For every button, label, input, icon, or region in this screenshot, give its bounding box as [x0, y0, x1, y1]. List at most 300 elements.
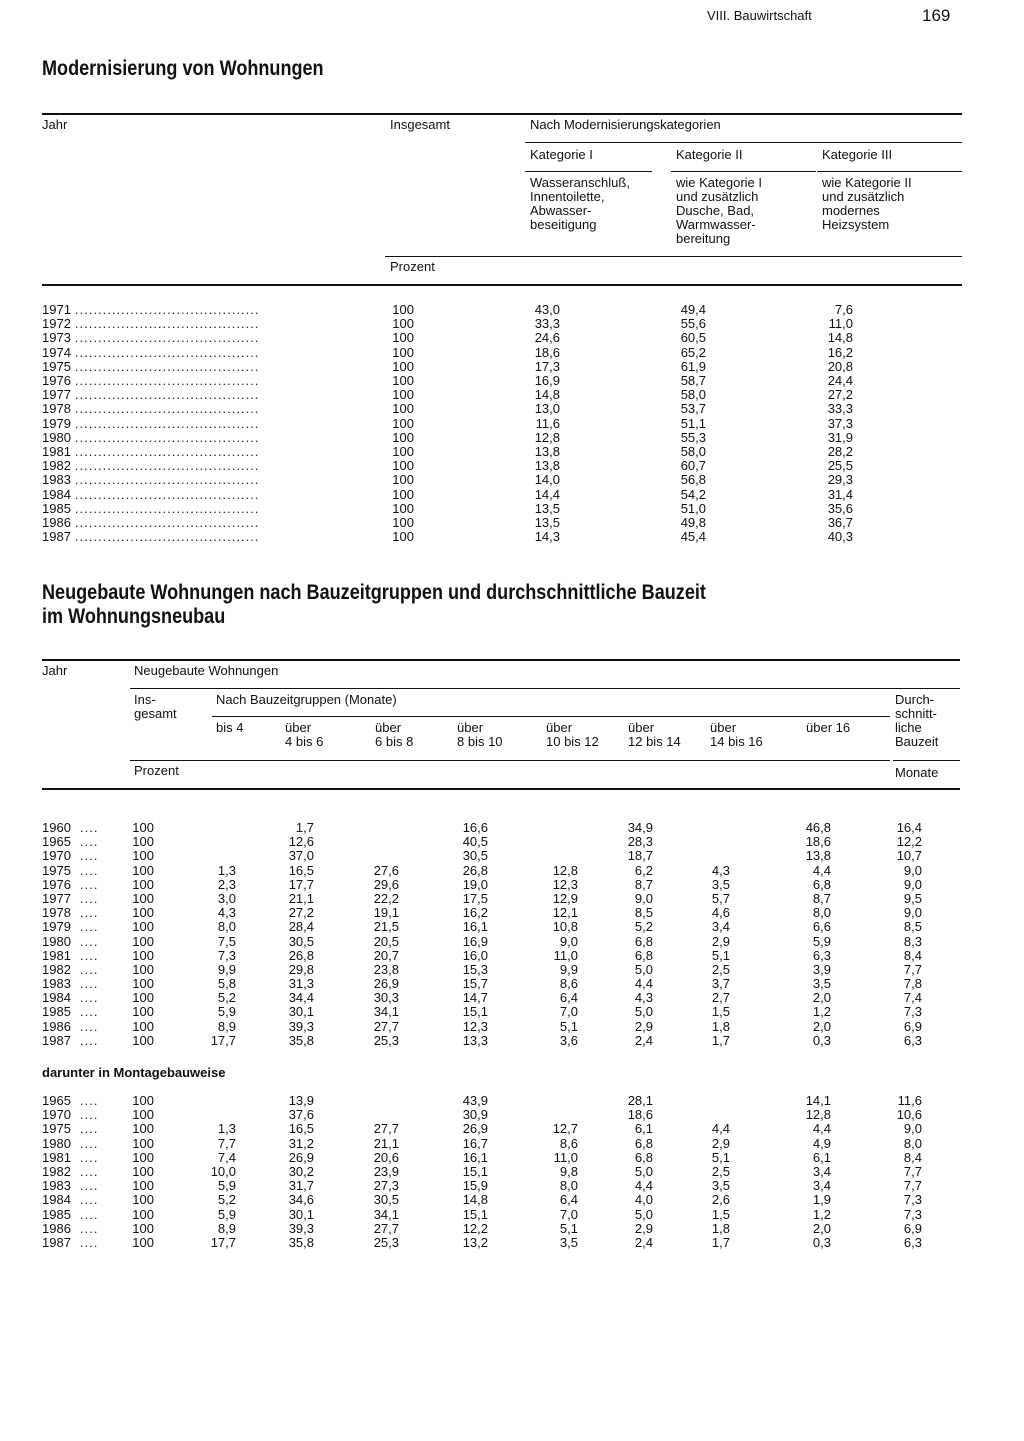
t2-cell-g8: 1,9: [812, 1192, 831, 1208]
t2-cell-g8: 4,9: [812, 1135, 831, 1151]
t1-year: 1972: [42, 316, 71, 332]
t2-table-row: [0, 920, 1024, 934]
t1-cell-k2: 45,4: [680, 529, 706, 545]
t2-cell-g7: 3,4: [711, 919, 730, 935]
t2-cell-g8: 46,8: [805, 820, 831, 835]
t2-cell-g6: 6,8: [634, 1135, 653, 1151]
t2-table-row: [0, 835, 1024, 849]
t2-cell-g3: 34,1: [373, 1004, 399, 1020]
t2-cell-g6: 4,3: [634, 990, 653, 1006]
t2-cell-g3: 27,6: [373, 862, 399, 878]
t2-cell-g1: 7,4: [217, 1149, 236, 1165]
t1-cell-total: 100: [392, 358, 414, 374]
t2-col-group: Neugebaute Wohnungen: [134, 663, 279, 678]
t1-year-row: [42, 402, 367, 416]
t1-leader-dots: ........................................: [74, 459, 260, 474]
t2-cell-g5: 12,3: [552, 876, 578, 892]
t2-cell-g3: 21,1: [373, 1135, 399, 1151]
t1-col-group: Nach Modernisierungskategorien: [530, 117, 721, 132]
t2-cell-g5: 8,0: [559, 1178, 578, 1194]
t2-cell-g1: 10,0: [210, 1163, 236, 1179]
t1-cat1-column: [510, 303, 560, 544]
t1-cell-k2: 49,8: [680, 515, 706, 531]
t2-cell-t: 100: [132, 1234, 154, 1250]
t1-year: 1975: [42, 358, 71, 374]
t2-cell-g6: 6,8: [634, 933, 653, 949]
t2-cell-g8: 0,3: [812, 1032, 831, 1048]
t2-table-row: [0, 1094, 1024, 1108]
t2-cell-t: 100: [132, 1206, 154, 1222]
t2-cell-g3: 19,1: [373, 905, 399, 921]
t2-cell-g4: 17,5: [462, 890, 488, 906]
t2-leader-dots: ....: [80, 905, 99, 921]
t2-cell-avg: 6,9: [903, 1220, 922, 1236]
t1-year: 1981: [42, 444, 71, 460]
t2-cell-g4: 16,0: [462, 947, 488, 963]
t1-cell-k2: 60,7: [680, 458, 706, 474]
t2-cell-g3: 30,3: [373, 990, 399, 1006]
t2-table-row: [0, 864, 1024, 878]
t2-cell-g5: 9,8: [559, 1163, 578, 1179]
t2-cell-g8: 1,2: [812, 1206, 831, 1222]
t2-cell-g1: 4,3: [217, 905, 236, 921]
t2-cell-g7: 1,5: [711, 1004, 730, 1020]
t1-cell-k3: 31,4: [827, 486, 853, 502]
t2-cell-g2: 34,4: [288, 990, 314, 1006]
t2-leader-dots: ....: [80, 1163, 99, 1179]
t2-unit-left: Prozent: [134, 763, 179, 778]
t1-cat2: Kategorie II: [676, 147, 743, 162]
t2-cell-t: 100: [132, 919, 154, 935]
t2-cell-g2: 26,8: [288, 947, 314, 963]
t1-year-row: [42, 459, 367, 473]
t2-cell-t: 100: [132, 1178, 154, 1194]
t2-table-row: [0, 878, 1024, 892]
t2-cell-g1: 17,7: [210, 1234, 236, 1250]
t2-cell-g3: 27,3: [373, 1178, 399, 1194]
t2-cell-g8: 18,6: [805, 834, 831, 850]
t2-table-row: [0, 1236, 1024, 1250]
t1-year: 1976: [42, 373, 71, 389]
t1-total-column: [372, 303, 414, 544]
t2-col-sub: Nach Bauzeitgruppen (Monate): [216, 692, 397, 707]
t1-year-row: [42, 488, 367, 502]
t1-year: 1974: [42, 344, 71, 360]
t2-cell-g1: 8,0: [217, 919, 236, 935]
t1-year-row: [42, 417, 367, 431]
t1-year-row: [42, 331, 367, 345]
t2-cell-avg: 10,7: [896, 848, 922, 864]
t2-cell-t: 100: [132, 890, 154, 906]
t2-cell-g7: 2,6: [711, 1192, 730, 1208]
t2-cell-g2: 37,6: [288, 1107, 314, 1123]
t2-cell-g8: 6,1: [812, 1149, 831, 1165]
t2-table-row: [0, 1137, 1024, 1151]
t2-cell-g2: 39,3: [288, 1018, 314, 1034]
t1-leader-dots: ........................................: [74, 416, 260, 431]
t2-cell-t: 100: [132, 848, 154, 864]
t1-leader-dots: ........................................: [74, 374, 260, 389]
t2-cell-g7: 2,5: [711, 961, 730, 977]
t2-cell-g4: 12,3: [462, 1018, 488, 1034]
t2-year: 1978: [42, 905, 71, 921]
t1-leader-dots: ........................................: [74, 359, 260, 374]
t2-cell-g3: 23,9: [373, 1163, 399, 1179]
t2-cell-g4: 15,9: [462, 1178, 488, 1194]
t1-cell-total: 100: [392, 330, 414, 346]
t2-cell-t: 100: [132, 961, 154, 977]
t2-cell-g2: 31,7: [288, 1178, 314, 1194]
t2-leader-dots: ....: [80, 1220, 99, 1236]
t2-leader-dots: ....: [80, 1004, 99, 1020]
t2-table-row: [0, 949, 1024, 963]
t2-year: 1984: [42, 990, 71, 1006]
t2-cell-avg: 10,6: [896, 1107, 922, 1123]
t2-cell-g4: 15,1: [462, 1206, 488, 1222]
t2-table-row: [0, 991, 1024, 1005]
t1-year: 1977: [42, 387, 71, 403]
t2-cell-avg: 7,3: [903, 1206, 922, 1222]
t2-cell-t: 100: [132, 1093, 154, 1108]
t2-cell-g4: 13,3: [462, 1032, 488, 1048]
t2-cell-g3: 29,6: [373, 876, 399, 892]
t2-cell-g3: 21,5: [373, 919, 399, 935]
t2-table-row: [0, 1208, 1024, 1222]
t1-cell-total: 100: [392, 387, 414, 403]
t2-table-row: [0, 1005, 1024, 1019]
t2-cell-g8: 2,0: [812, 1018, 831, 1034]
t1-year: 1980: [42, 429, 71, 445]
t2-cell-g5: 3,6: [559, 1032, 578, 1048]
t1-leader-dots: ........................................: [74, 388, 260, 403]
t2-cell-avg: 6,3: [903, 1234, 922, 1250]
t2-cell-g4: 15,7: [462, 976, 488, 992]
t2-group-10-12: über 10 bis 12: [546, 720, 599, 749]
t1-cell-k2: 58,0: [680, 387, 706, 403]
t1-cat2-rule: [671, 171, 816, 172]
t1-cell-k3: 37,3: [827, 415, 853, 431]
t2-cell-g7: 5,1: [711, 1149, 730, 1165]
t2-cell-g6: 28,3: [627, 834, 653, 850]
t2-cell-g2: 16,5: [288, 1121, 314, 1137]
t1-cat3: Kategorie III: [822, 147, 893, 162]
t2-leader-dots: ....: [80, 834, 99, 850]
t2-cell-t: 100: [132, 876, 154, 892]
t2-cell-g8: 8,7: [812, 890, 831, 906]
t2-cell-g2: 30,1: [288, 1004, 314, 1020]
t1-cat1-desc: Wasseranschluß, Innentoilette, Abwasser- beseitigung: [530, 175, 630, 232]
t2-cell-g4: 26,8: [462, 862, 488, 878]
t2-cell-avg: 9,5: [903, 890, 922, 906]
t2-table-row: [0, 1193, 1024, 1207]
t1-year: 1986: [42, 515, 71, 531]
t2-cell-g4: 13,2: [462, 1234, 488, 1250]
t2-cell-g6: 6,2: [634, 862, 653, 878]
t1-cell-k1: 14,0: [534, 472, 560, 488]
t2-cell-g3: 22,2: [373, 890, 399, 906]
t2-year: 1980: [42, 1135, 71, 1151]
t2-unit-right: Monate: [895, 765, 939, 780]
t2-cell-g2: 27,2: [288, 905, 314, 921]
t2-cell-avg: 7,4: [903, 990, 922, 1006]
t2-cell-t: 100: [132, 905, 154, 921]
t1-cell-total: 100: [392, 316, 414, 332]
t2-leader-dots: ....: [80, 876, 99, 892]
t1-cell-k3: 29,3: [827, 472, 853, 488]
t2-cell-g5: 5,1: [559, 1220, 578, 1236]
t2-cell-g6: 4,0: [634, 1192, 653, 1208]
t2-leader-dots: ....: [80, 1093, 99, 1108]
t2-cell-avg: 8,4: [903, 947, 922, 963]
t2-table-row: [0, 935, 1024, 949]
t1-year-row: [42, 516, 367, 530]
t2-cell-g6: 8,7: [634, 876, 653, 892]
t2-cell-g6: 2,9: [634, 1220, 653, 1236]
t2-cell-t: 100: [132, 1121, 154, 1137]
t2-cell-g3: 34,1: [373, 1206, 399, 1222]
t2-unit-rule-left: [130, 760, 890, 761]
t1-year: 1983: [42, 472, 71, 488]
t2-cell-avg: 7,3: [903, 1004, 922, 1020]
t1-leader-dots: ........................................: [74, 501, 260, 516]
t2-cell-g6: 34,9: [627, 820, 653, 835]
t2-cell-g8: 3,4: [812, 1178, 831, 1194]
t2-cell-g4: 19,0: [462, 876, 488, 892]
t1-cell-k1: 13,5: [534, 500, 560, 516]
t1-year: 1987: [42, 529, 71, 545]
t2-year: 1977: [42, 890, 71, 906]
t2-cell-g6: 5,0: [634, 1163, 653, 1179]
t2-year: 1984: [42, 1192, 71, 1208]
t2-cell-avg: 7,7: [903, 961, 922, 977]
t2-cell-t: 100: [132, 834, 154, 850]
t2-cell-g2: 35,8: [288, 1234, 314, 1250]
t2-cell-g8: 6,8: [812, 876, 831, 892]
t2-cell-g1: 5,2: [217, 990, 236, 1006]
page-number: 169: [922, 6, 951, 25]
t2-cell-g1: 8,9: [217, 1018, 236, 1034]
t2-cell-g4: 16,1: [462, 1149, 488, 1165]
t2-cell-g6: 5,0: [634, 1206, 653, 1222]
t2-table-row: [0, 1179, 1024, 1193]
t2-cell-g8: 0,3: [812, 1234, 831, 1250]
t1-year: 1973: [42, 330, 71, 346]
t1-year-row: [42, 431, 367, 445]
t1-cell-k1: 14,8: [534, 387, 560, 403]
t2-cell-g3: 26,9: [373, 976, 399, 992]
t1-cell-total: 100: [392, 529, 414, 545]
t1-cell-k3: 25,5: [827, 458, 853, 474]
t1-cell-k1: 13,8: [534, 458, 560, 474]
t2-cell-avg: 7,8: [903, 976, 922, 992]
t2-group-4-6: über 4 bis 6: [285, 720, 324, 749]
t1-leader-dots: ........................................: [74, 317, 260, 332]
t2-cell-g6: 18,7: [627, 848, 653, 864]
t2-table-row: [0, 1222, 1024, 1236]
t1-cell-k3: 24,4: [827, 373, 853, 389]
t1-leader-dots: ........................................: [74, 516, 260, 531]
t2-year: 1965: [42, 1093, 71, 1108]
t2-cell-g8: 3,9: [812, 961, 831, 977]
t2-cell-g7: 3,7: [711, 976, 730, 992]
t2-leader-dots: ....: [80, 1178, 99, 1194]
t1-year-row: [42, 473, 367, 487]
t1-cell-total: 100: [392, 515, 414, 531]
t2-cell-g5: 6,4: [559, 990, 578, 1006]
t1-year-row: [42, 317, 367, 331]
t2-cell-g5: 6,4: [559, 1192, 578, 1208]
t1-cell-total: 100: [392, 429, 414, 445]
t2-cell-g5: 11,0: [553, 947, 578, 963]
t2-leader-dots: ....: [80, 1135, 99, 1151]
t2-cell-g8: 13,8: [805, 848, 831, 864]
t2-cell-g3: 20,5: [373, 933, 399, 949]
t1-cell-k2: 56,8: [680, 472, 706, 488]
t2-group-6-8: über 6 bis 8: [375, 720, 414, 749]
t2-cell-avg: 8,3: [903, 933, 922, 949]
t2-cell-g2: 30,2: [288, 1163, 314, 1179]
t2-cell-g5: 12,8: [552, 862, 578, 878]
t2-cell-g1: 8,9: [217, 1220, 236, 1236]
t2-cell-g4: 16,6: [462, 820, 488, 835]
t2-cell-g5: 3,5: [559, 1234, 578, 1250]
t2-cell-g2: 26,9: [288, 1149, 314, 1165]
t2-cell-t: 100: [132, 947, 154, 963]
t1-year: 1985: [42, 500, 71, 516]
t1-cell-k2: 55,6: [680, 316, 706, 332]
t2-cell-g4: 16,1: [462, 919, 488, 935]
t2-cell-g1: 7,7: [217, 1135, 236, 1151]
t2-group-rule: [130, 688, 960, 689]
t2-leader-dots: ....: [80, 1018, 99, 1034]
t2-cell-g1: 3,0: [217, 890, 236, 906]
t1-cell-k1: 13,8: [534, 444, 560, 460]
t2-year: 1970: [42, 848, 71, 864]
t1-year-row: [42, 388, 367, 402]
t2-cell-g7: 2,9: [711, 933, 730, 949]
t1-cell-k1: 14,4: [534, 486, 560, 502]
t2-cell-g7: 2,5: [711, 1163, 730, 1179]
t1-cell-k3: 31,9: [827, 429, 853, 445]
t2-cell-g7: 2,9: [711, 1135, 730, 1151]
t2-cell-g4: 14,7: [462, 990, 488, 1006]
t2-group-bis4: bis 4: [216, 720, 244, 735]
t2-cell-g2: 35,8: [288, 1032, 314, 1048]
t2-year: 1965: [42, 834, 71, 850]
t2-cell-g8: 12,8: [805, 1107, 831, 1123]
t2-cell-g4: 15,1: [462, 1163, 488, 1179]
table2-title: Neugebaute Wohnungen nach Bauzeitgruppen und durchschnittliche Bauzeit im Wohnungsneubau: [42, 581, 706, 628]
t2-cell-g7: 5,7: [711, 890, 730, 906]
t2-cell-g5: 12,1: [552, 905, 578, 921]
t2-cell-g4: 15,3: [462, 961, 488, 977]
t2-leader-dots: ....: [80, 1234, 99, 1250]
t1-cell-k3: 35,6: [827, 500, 853, 516]
t2-cell-avg: 9,0: [903, 876, 922, 892]
t1-year: 1982: [42, 458, 71, 474]
t1-cell-k2: 51,0: [680, 500, 706, 516]
t1-cell-k1: 33,3: [534, 316, 560, 332]
t1-cell-total: 100: [392, 344, 414, 360]
t2-year: 1983: [42, 976, 71, 992]
t2-cell-t: 100: [132, 1192, 154, 1208]
t2-leader-dots: ....: [80, 976, 99, 992]
t2-cell-g5: 8,6: [559, 976, 578, 992]
t2-cell-g2: 31,3: [288, 976, 314, 992]
t2-cell-g4: 40,5: [462, 834, 488, 850]
t1-leader-dots: ........................................: [74, 303, 260, 317]
t1-leader-dots: ........................................: [74, 430, 260, 445]
t2-year: 1976: [42, 876, 71, 892]
t2-unit-rule-right: [893, 760, 960, 761]
t1-leader-dots: ........................................: [74, 445, 260, 460]
t2-cell-t: 100: [132, 1163, 154, 1179]
t2-cell-g8: 8,0: [812, 905, 831, 921]
table1-title: Modernisierung von Wohnungen: [42, 57, 324, 80]
t2-year: 1960: [42, 820, 71, 835]
t2-cell-g1: 17,7: [210, 1032, 236, 1048]
t2-cell-g2: 17,7: [288, 876, 314, 892]
t2-cell-g6: 5,0: [634, 961, 653, 977]
t2-cell-g8: 2,0: [812, 1220, 831, 1236]
t1-cell-k1: 18,6: [534, 344, 560, 360]
t1-cell-total: 100: [392, 500, 414, 516]
t2-cell-g6: 5,2: [634, 919, 653, 935]
t1-cat1-rule: [525, 171, 652, 172]
t1-year-row: [42, 530, 367, 544]
t2-leader-dots: ....: [80, 848, 99, 864]
t1-year-row: [42, 360, 367, 374]
t1-leader-dots: ........................................: [74, 402, 260, 417]
t2-cell-g3: 25,3: [373, 1032, 399, 1048]
t2-leader-dots: ....: [80, 933, 99, 949]
t1-leader-dots: ........................................: [74, 487, 260, 502]
t2-cell-g5: 10,8: [552, 919, 578, 935]
t1-cell-total: 100: [392, 472, 414, 488]
t2-cell-g8: 1,2: [812, 1004, 831, 1020]
t2-cell-avg: 8,5: [903, 919, 922, 935]
t2-cell-t: 100: [132, 1107, 154, 1123]
t2-cell-g4: 12,2: [462, 1220, 488, 1236]
t2-subhead: darunter in Montagebauweise: [42, 1065, 226, 1080]
t2-leader-dots: ....: [80, 1121, 99, 1137]
t2-table-row: [0, 1122, 1024, 1136]
t2-cell-g6: 2,9: [634, 1018, 653, 1034]
t1-cat2-desc: wie Kategorie I und zusätzlich Dusche, Bad, Warmwasser- bereitung: [676, 175, 762, 246]
t1-year: 1984: [42, 486, 71, 502]
t2-year: 1987: [42, 1032, 71, 1048]
t1-group-rule: [525, 142, 962, 143]
t1-unit: Prozent: [390, 259, 435, 274]
t2-cell-g7: 3,5: [711, 1178, 730, 1194]
t2-table-row: [0, 963, 1024, 977]
t2-cell-t: 100: [132, 990, 154, 1006]
t1-year-row: [42, 445, 367, 459]
t2-table-row: [0, 821, 1024, 835]
t1-cell-k1: 11,6: [535, 415, 560, 431]
t2-cell-g7: 4,4: [711, 1121, 730, 1137]
t2-cell-g1: 5,9: [217, 1178, 236, 1194]
table2-top-rule: [42, 659, 960, 661]
t1-unit-rule: [385, 256, 962, 257]
t2-year: 1979: [42, 919, 71, 935]
t2-cell-g4: 43,9: [462, 1093, 488, 1108]
t1-cat3-rule: [817, 171, 962, 172]
t2-cell-g2: 21,1: [288, 890, 314, 906]
t2-cell-g7: 1,7: [711, 1032, 730, 1048]
t2-year: 1986: [42, 1018, 71, 1034]
t2-cell-g4: 30,9: [462, 1107, 488, 1123]
